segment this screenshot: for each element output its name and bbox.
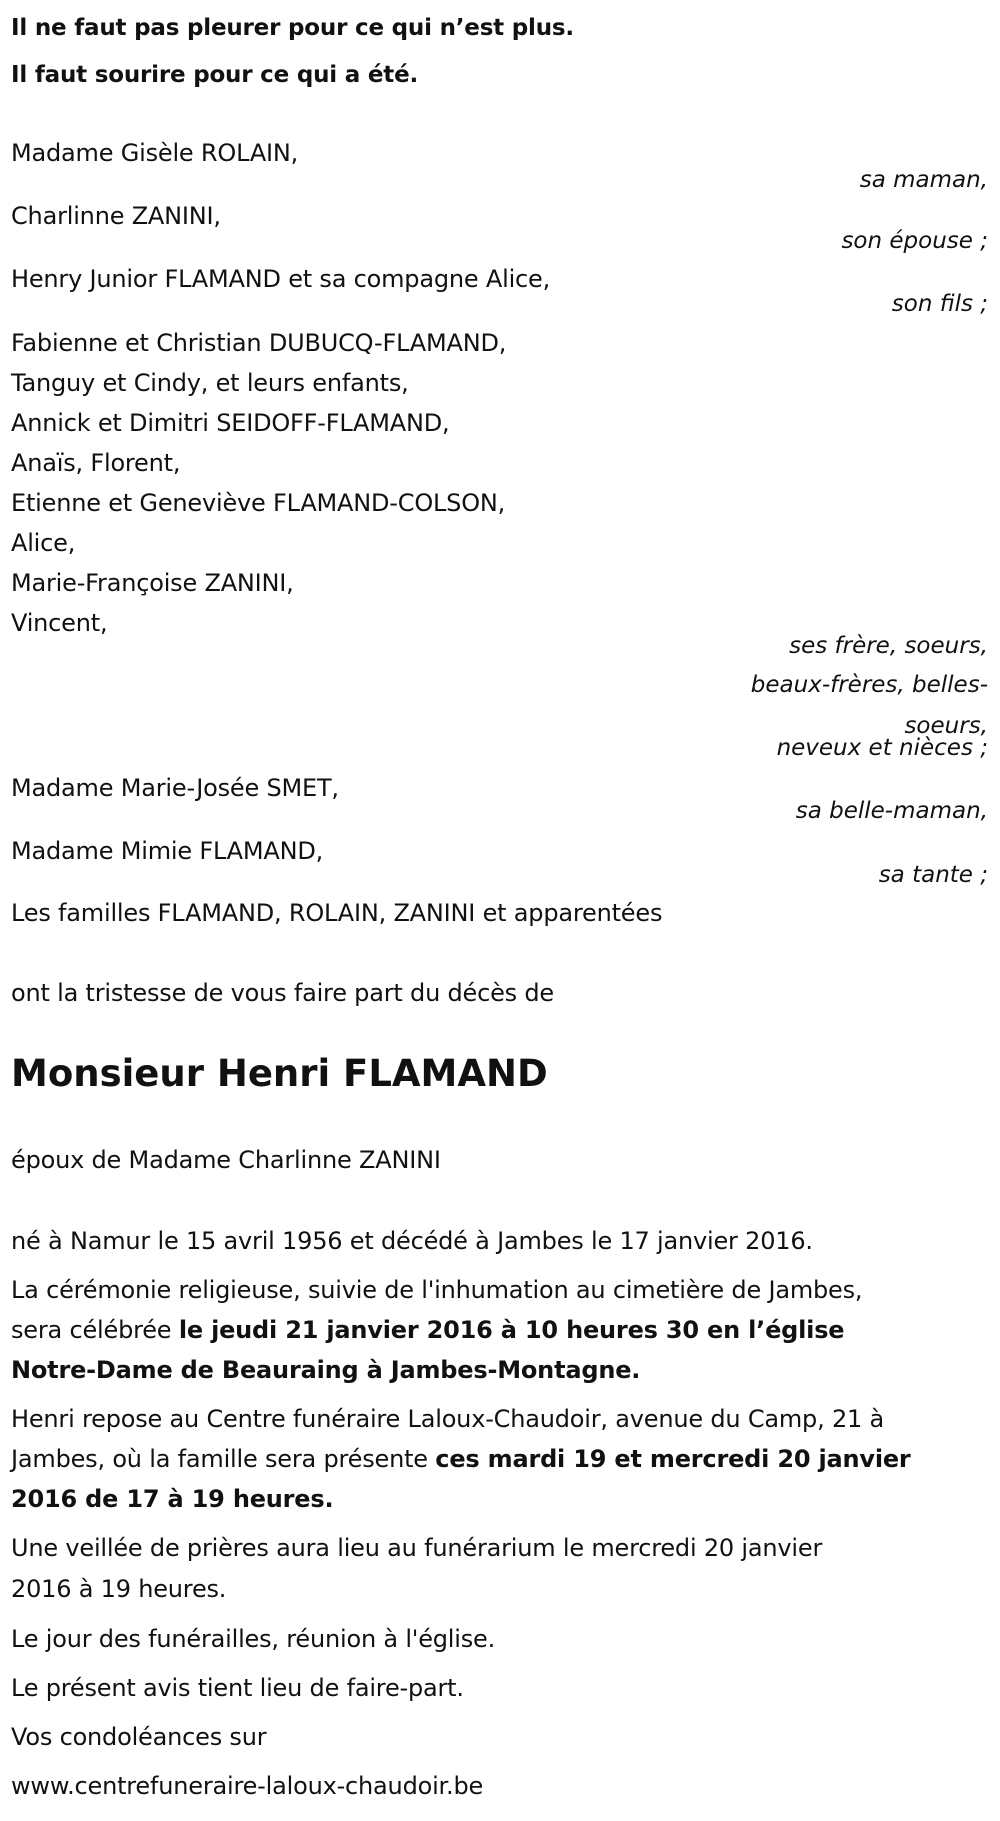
sibling-name: Vincent, bbox=[11, 609, 108, 637]
quote-line-1: Il ne faut pas pleurer pour ce qui n’est plus. bbox=[11, 15, 574, 41]
ceremony-datetime: le jeudi 21 janvier 2016 à 10 heures 30 en l’église bbox=[178, 1316, 845, 1344]
relation-siblings-line-3: soeurs, bbox=[904, 713, 988, 739]
meeting-line: Le jour des funérailles, réunion à l'église. bbox=[11, 1625, 496, 1653]
relation-mother-in-law: sa belle-maman, bbox=[795, 798, 988, 824]
spouse-line: époux de Madame Charlinne ZANINI bbox=[11, 1146, 441, 1174]
vigil-line-2: 2016 à 19 heures. bbox=[11, 1575, 227, 1603]
condolences-url[interactable]: www.centrefuneraire-laloux-chaudoir.be bbox=[11, 1772, 484, 1800]
deceased-name: Monsieur Henri FLAMAND bbox=[11, 1052, 548, 1095]
sibling-name: Alice, bbox=[11, 529, 76, 557]
visitation-line-3 bbox=[11, 1484, 333, 1514]
family-name-son: Henry Junior FLAMAND et sa compagne Alice, bbox=[11, 265, 551, 293]
visitation-dates: ces mardi 19 et mercredi 20 janvier bbox=[435, 1445, 911, 1473]
ceremony-line-3 bbox=[11, 1355, 640, 1385]
relation-aunt: sa tante ; bbox=[878, 862, 988, 888]
ceremony-location: Notre-Dame de Beauraing à Jambes-Montagne. bbox=[11, 1356, 641, 1384]
visitation-hours: 2016 de 17 à 19 heures. bbox=[11, 1485, 334, 1513]
family-name-spouse: Charlinne ZANINI, bbox=[11, 202, 221, 230]
birth-death-line: né à Namur le 15 avril 1956 et décédé à Jambes le 17 janvier 2016. bbox=[11, 1227, 813, 1255]
relation-siblings-line-1: ses frère, soeurs, bbox=[789, 633, 988, 659]
family-name-mother: Madame Gisèle ROLAIN, bbox=[11, 139, 299, 167]
visitation-line-2 bbox=[11, 1444, 911, 1474]
families-line: Les familles FLAMAND, ROLAIN, ZANINI et apparentées bbox=[11, 899, 663, 927]
sibling-name: Marie-Françoise ZANINI, bbox=[11, 569, 294, 597]
ceremony-line-1: La cérémonie religieuse, suivie de l'inhumation au cimetière de Jambes, bbox=[11, 1276, 863, 1304]
relation-siblings-line-2: beaux-frères, belles- bbox=[750, 672, 988, 698]
quote-line-2: Il faut sourire pour ce qui a été. bbox=[11, 62, 419, 88]
visitation-line-1: Henri repose au Centre funéraire Laloux-Chaudoir, avenue du Camp, 21 à bbox=[11, 1405, 885, 1433]
sibling-name: Tanguy et Cindy, et leurs enfants, bbox=[11, 369, 409, 397]
sibling-name: Etienne et Geneviève FLAMAND-COLSON, bbox=[11, 489, 506, 517]
announcement-text: ont la tristesse de vous faire part du décès de bbox=[11, 979, 554, 1007]
inlaw-name-mother-in-law: Madame Marie-Josée SMET, bbox=[11, 774, 339, 802]
relation-son: son fils ; bbox=[891, 291, 988, 317]
visitation-line-2-plain: Jambes, où la famille sera présente bbox=[11, 1445, 436, 1473]
condolences-label: Vos condoléances sur bbox=[11, 1723, 267, 1751]
sibling-name: Fabienne et Christian DUBUCQ-FLAMAND, bbox=[11, 329, 507, 357]
inlaw-name-aunt: Madame Mimie FLAMAND, bbox=[11, 837, 324, 865]
vigil-line-1: Une veillée de prières aura lieu au funérarium le mercredi 20 janvier bbox=[11, 1534, 823, 1562]
relation-siblings-line-4: neveux et nièces ; bbox=[776, 735, 988, 761]
relation-spouse: son épouse ; bbox=[841, 228, 988, 254]
sibling-name: Annick et Dimitri SEIDOFF-FLAMAND, bbox=[11, 409, 450, 437]
ceremony-line-2 bbox=[11, 1315, 844, 1345]
relation-mother: sa maman, bbox=[859, 167, 988, 193]
notice-line: Le présent avis tient lieu de faire-part. bbox=[11, 1674, 464, 1702]
sibling-name: Anaïs, Florent, bbox=[11, 449, 181, 477]
ceremony-line-2-plain: sera célébrée bbox=[11, 1316, 179, 1344]
